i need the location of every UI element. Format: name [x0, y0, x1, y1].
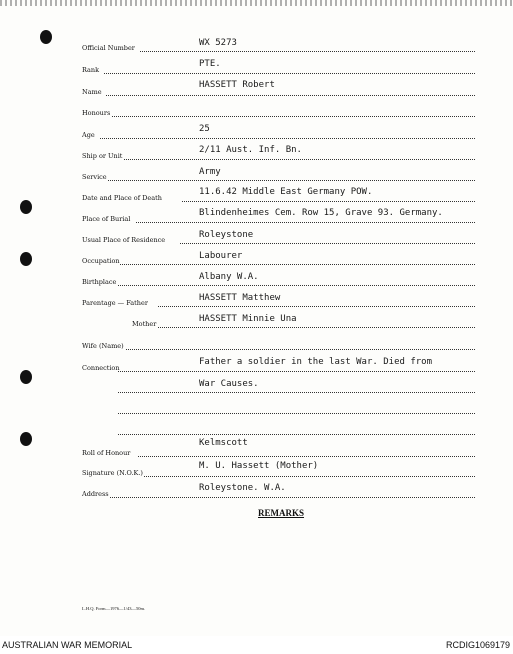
signature-label: Signature (N.O.K.)	[82, 469, 143, 477]
occupation-value: Labourer	[199, 251, 243, 261]
scan-edge	[0, 0, 513, 6]
form-reference: L.H.Q. Form—1976—1/43—50m.	[82, 606, 146, 611]
burial-label: Place of Burial	[82, 215, 131, 223]
connection-label: Connection	[82, 364, 120, 372]
punch-hole	[20, 370, 32, 384]
field-line	[110, 497, 475, 498]
rank-value: PTE.	[199, 59, 221, 69]
name-value: HASSETT Robert	[199, 80, 275, 90]
official-number-label: Official Number	[82, 44, 135, 52]
field-line	[126, 349, 475, 350]
honours-label: Honours	[82, 109, 111, 117]
connection-value-2: War Causes.	[199, 379, 259, 389]
official-number-value: WX 5273	[199, 38, 237, 48]
death-value: 11.6.42 Middle East Germany POW.	[199, 187, 373, 197]
field-line	[182, 201, 475, 202]
field-line	[140, 51, 475, 52]
field-line	[104, 73, 475, 74]
rank-label: Rank	[82, 66, 100, 74]
field-line	[118, 413, 475, 414]
mother-label: Mother	[132, 320, 157, 328]
mother-value: HASSETT Minnie Una	[199, 314, 297, 324]
punch-hole	[20, 252, 32, 266]
service-value: Army	[199, 167, 221, 177]
name-label: Name	[82, 88, 102, 96]
ship-or-unit-value: 2/11 Aust. Inf. Bn.	[199, 145, 302, 155]
footer-source: AUSTRALIAN WAR MEMORIAL	[2, 640, 133, 650]
address-label: Address	[82, 490, 109, 498]
signature-value: M. U. Hassett (Mother)	[199, 461, 319, 471]
field-line	[138, 456, 475, 457]
residence-label: Usual Place of Residence	[82, 236, 166, 244]
age-label: Age	[82, 131, 95, 139]
occupation-label: Occupation	[82, 257, 120, 265]
remarks-heading: REMARKS	[258, 508, 305, 518]
death-label: Date and Place of Death	[82, 194, 162, 202]
field-line	[118, 371, 475, 372]
field-line	[144, 476, 475, 477]
field-line	[120, 264, 475, 265]
field-line	[118, 285, 475, 286]
wife-label: Wife (Name)	[82, 342, 124, 350]
field-line	[112, 116, 475, 117]
connection-value-1: Father a soldier in the last War. Died from	[199, 357, 432, 367]
field-line	[158, 306, 475, 307]
service-label: Service	[82, 173, 107, 181]
field-line	[108, 180, 475, 181]
birthplace-label: Birthplace	[82, 278, 117, 286]
field-line	[100, 138, 475, 139]
field-line	[118, 392, 475, 393]
archive-footer	[0, 636, 513, 654]
field-line	[158, 327, 475, 328]
roll-of-honour-value: Kelmscott	[199, 438, 248, 448]
field-line	[180, 243, 475, 244]
footer-id: RCDIG1069179	[445, 640, 510, 650]
roll-of-honour-label: Roll of Honour	[82, 449, 131, 457]
ship-or-unit-label: Ship or Unit	[82, 152, 123, 160]
age-value: 25	[199, 124, 210, 134]
field-line	[124, 159, 475, 160]
field-line	[106, 95, 475, 96]
father-value: HASSETT Matthew	[199, 293, 281, 303]
punch-hole	[20, 200, 32, 214]
punch-hole	[20, 432, 32, 446]
residence-value: Roleystone	[199, 230, 254, 240]
birthplace-value: Albany W.A.	[199, 272, 259, 282]
field-line	[118, 434, 475, 435]
field-line	[136, 222, 475, 223]
father-label: Parentage — Father	[82, 299, 148, 307]
burial-value: Blindenheimes Cem. Row 15, Grave 93. Germany.	[199, 208, 443, 218]
punch-hole	[40, 30, 52, 44]
address-value: Roleystone. W.A.	[199, 483, 286, 493]
